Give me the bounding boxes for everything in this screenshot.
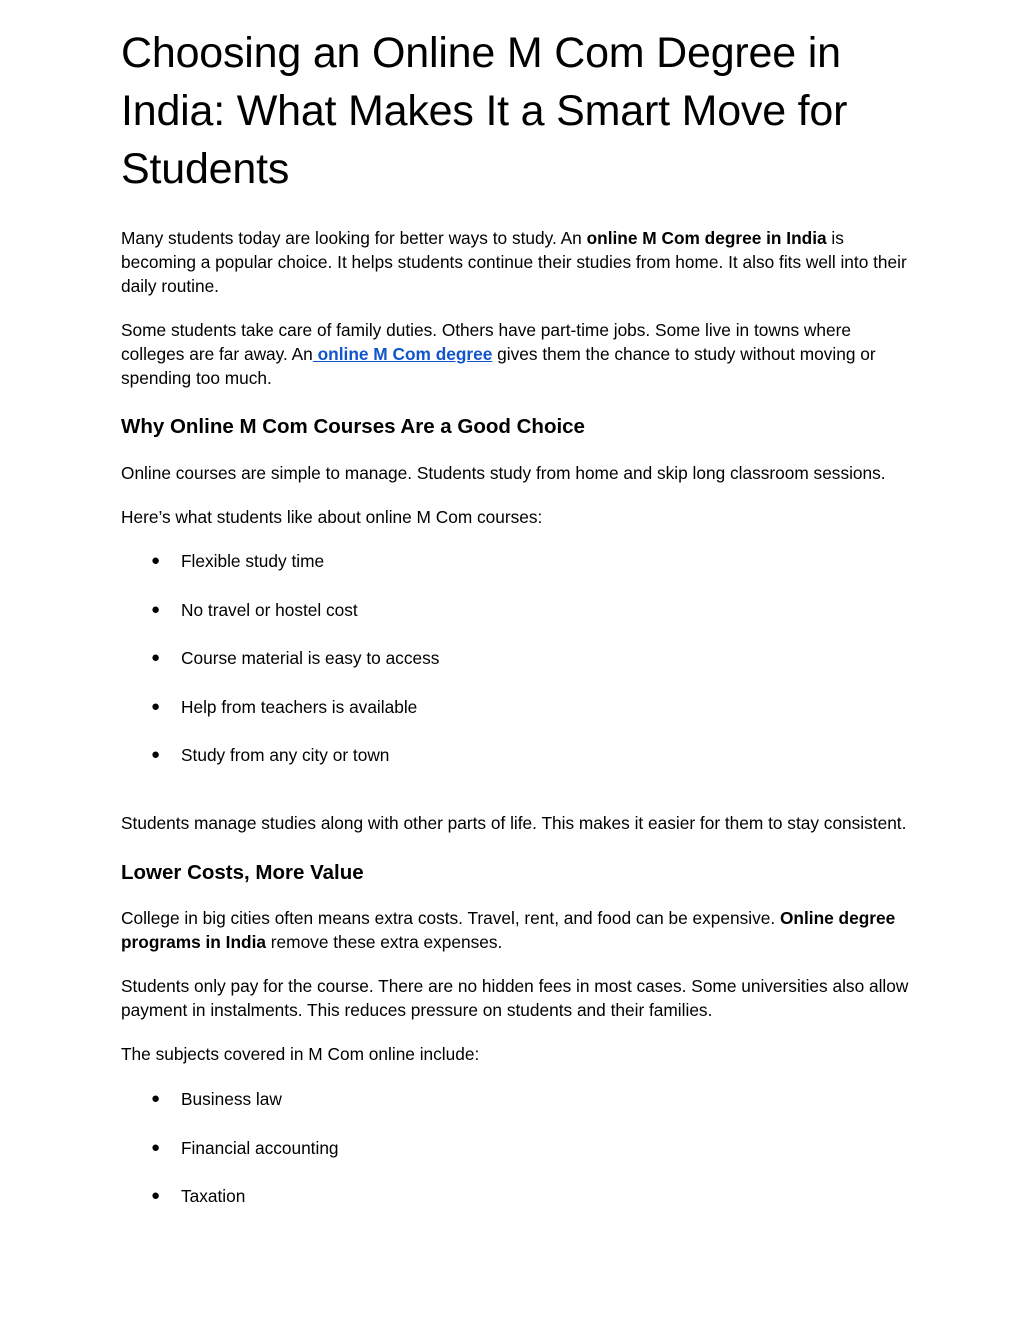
intro-p2-text-start: Some students take care of family duties. Others have part-time jobs. Some live in towns where colleges are far away. An — [121, 320, 851, 364]
list-item — [121, 743, 914, 767]
intro-p1-text-start: Many students today are looking for better ways to study. An — [121, 228, 587, 248]
bullet-icon: ● — [151, 1090, 161, 1107]
list-item — [121, 1184, 914, 1208]
section-1-paragraph-1: Online courses are simple to manage. Students study from home and skip long classroom sessions. — [121, 463, 886, 483]
bullet-icon: ● — [151, 649, 161, 666]
bullet-icon: ● — [151, 1187, 161, 1204]
subjects-list — [121, 1087, 914, 1208]
list-item-text: Study from any city or town — [181, 745, 390, 765]
section-2-p1-bold-phrase: Online degree programs in India — [121, 908, 896, 952]
bullet-icon: ● — [151, 697, 161, 715]
section-2-p1-text-end: remove these extra expenses. — [266, 932, 503, 952]
intro-p1-text-end: is becoming a popular choice. It helps students continue their studies from home. It also fits well into their daily routine. — [121, 228, 907, 296]
list-item — [121, 646, 914, 670]
intro-paragraph-1 — [121, 226, 914, 298]
list-item-text: Financial accounting — [181, 1137, 339, 1158]
bullet-icon: ● — [151, 1138, 161, 1156]
bullet-icon: ● — [151, 552, 161, 569]
list-item-text: No travel or hostel cost — [181, 599, 358, 620]
list-item-text: Business law — [181, 1089, 282, 1109]
list-item-text: Help from teachers is available — [181, 696, 418, 717]
intro-paragraph-2 — [121, 318, 914, 390]
intro-p2-text-end: gives them the chance to study without moving or spending too much. — [121, 344, 876, 388]
section-2-paragraph-1 — [121, 906, 914, 954]
list-item — [121, 598, 914, 622]
section-1-paragraph-3: Students manage studies along with other parts of life. This makes it easier for them to stay consistent. — [121, 813, 907, 833]
list-item — [121, 1087, 914, 1111]
online-m-com-degree-link[interactable]: online M Com degree — [312, 344, 493, 364]
list-item — [121, 695, 914, 719]
list-item-text: Flexible study time — [181, 551, 325, 571]
list-item — [121, 549, 914, 573]
section-2-p1-text-start: College in big cities often means extra costs. Travel, rent, and food can be expensive. — [121, 908, 780, 928]
section-2-paragraph-3: The subjects covered in M Com online include: — [121, 1044, 480, 1064]
benefits-list — [121, 549, 914, 767]
bullet-icon: ● — [151, 600, 161, 618]
list-item-text: Course material is easy to access — [181, 648, 440, 668]
section-2-heading: Lower Costs, More Value — [121, 861, 364, 884]
document-title: Choosing an Online M Com Degree in India: What Makes It a Smart Move for Students — [121, 29, 848, 193]
section-2-paragraph-2: Students only pay for the course. There are no hidden fees in most cases. Some universities also allow payment in instalments. This reduces pressure on students and their families. — [121, 976, 909, 1020]
bullet-icon: ● — [151, 746, 161, 763]
list-item — [121, 1136, 914, 1160]
section-1-paragraph-2: Here’s what students like about online M Com courses: — [121, 507, 543, 527]
section-1-heading: Why Online M Com Courses Are a Good Choice — [121, 415, 585, 438]
intro-p1-bold-phrase: online M Com degree in India — [586, 228, 827, 248]
list-item-text: Taxation — [181, 1186, 246, 1206]
